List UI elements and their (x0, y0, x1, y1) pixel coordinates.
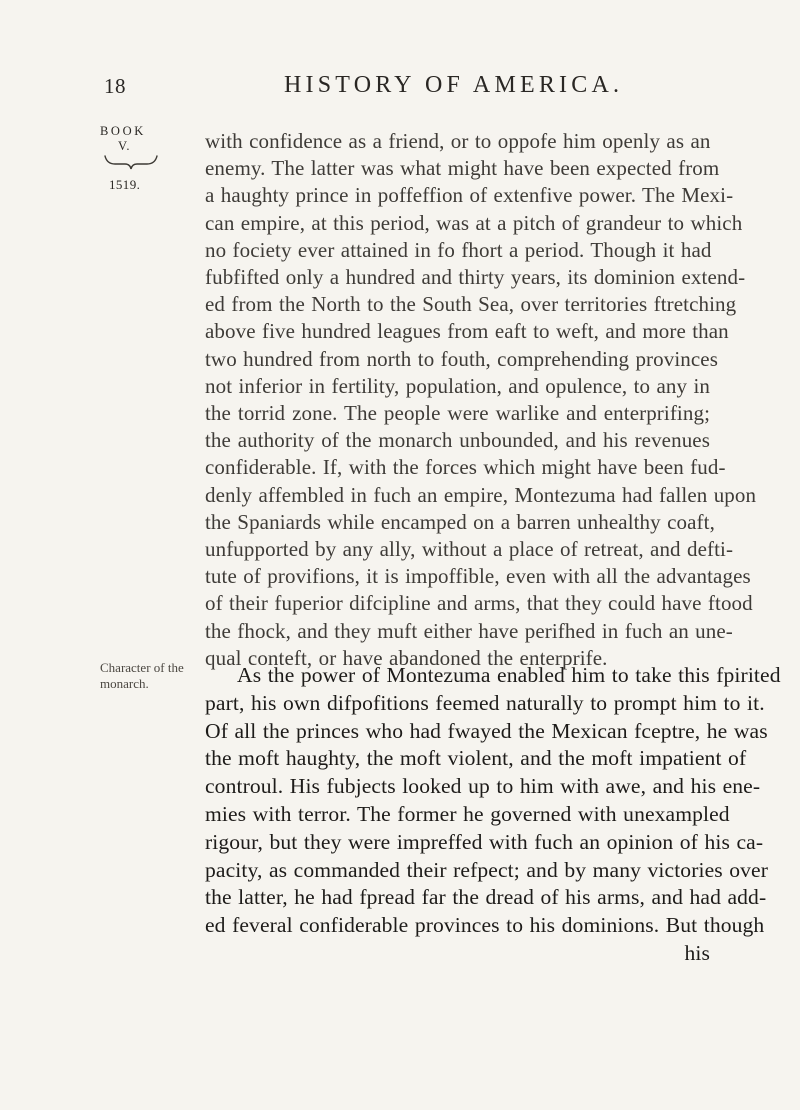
paragraph-first (205, 128, 757, 672)
text-line: a haughty prince in poffeffion of extenfive power. The Mexi- (205, 183, 734, 208)
text-line: the moft haughty, the moft violent, and the moft impatient of (205, 746, 747, 771)
text-line: denly affembled in fuch an empire, Montezuma had fallen upon (205, 482, 757, 507)
text-line: the fhock, and they muft either have perifhed in fuch an une- (205, 618, 733, 643)
text-line: the latter, he had fpread far the dread of his arms, and had add- (205, 885, 767, 910)
text-line: enemy. The latter was what might have been expected from (205, 156, 720, 181)
margin-note-character: Character of the monarch. (100, 660, 184, 691)
text-line: rigour, but they were impreffed with fuch an opinion of his ca- (205, 829, 764, 854)
text-line: confiderable. If, with the forces which might have been fud- (205, 455, 726, 480)
paragraph-second (205, 662, 781, 968)
text-line: As the power of Montezuma enabled him to take this fpirited (237, 663, 781, 687)
text-line: unfupported by any ally, without a place of retreat, and defti- (205, 537, 734, 562)
text-line: qual conteft, or have abandoned the enterprife. (205, 645, 608, 670)
text-line: controul. His fubjects looked up to him with awe, and his ene- (205, 774, 761, 799)
book-label: BOOK (100, 124, 146, 138)
book-volume: V. (118, 139, 131, 153)
year-marginal: 1519. (109, 177, 141, 192)
text-line: the torrid zone. The people were warlike and enterprifing; (205, 401, 710, 426)
text-line: no fociety ever attained in fo fhort a period. Though it had (205, 237, 712, 262)
text-line: the authority of the monarch unbounded, and his revenues (205, 428, 710, 453)
text-line: ed from the North to the South Sea, over territories ftretching (205, 292, 737, 317)
text-line: the Spaniards while encamped on a barren unhealthy coaft, (205, 509, 715, 534)
text-line: fubfifted only a hundred and thirty years, its dominion extend- (205, 265, 746, 290)
text-line: two hundred from north to fouth, comprehending provinces (205, 346, 718, 371)
text-line: part, his own difpofitions feemed naturally to prompt him to it. (205, 690, 765, 715)
catchword: his (684, 940, 710, 965)
text-line: ed feveral confiderable provinces to his dominions. But though (205, 913, 765, 938)
margin-brace-icon (103, 150, 159, 170)
text-line: pacity, as commanded their refpect; and by many victories over (205, 857, 769, 882)
text-line: of their fuperior difcipline and arms, that they could have ftood (205, 591, 753, 616)
text-line: above five hundred leagues from eaft to weft, and more than (205, 319, 729, 344)
page-number: 18 (104, 74, 126, 98)
text-line: tute of provifions, it is impoffible, even with all the advantages (205, 564, 751, 589)
text-line: Of all the princes who had fwayed the Mexican fceptre, he was (205, 718, 768, 743)
text-line: mies with terror. The former he governed with unexampled (205, 801, 730, 826)
text-line: not inferior in fertility, population, and opulence, to any in (205, 373, 710, 398)
text-line: with confidence as a friend, or to oppofe him openly as an (205, 129, 711, 153)
text-line: can empire, at this period, was at a pitch of grandeur to which (205, 210, 743, 235)
running-head: HISTORY OF AMERICA. (284, 72, 624, 98)
